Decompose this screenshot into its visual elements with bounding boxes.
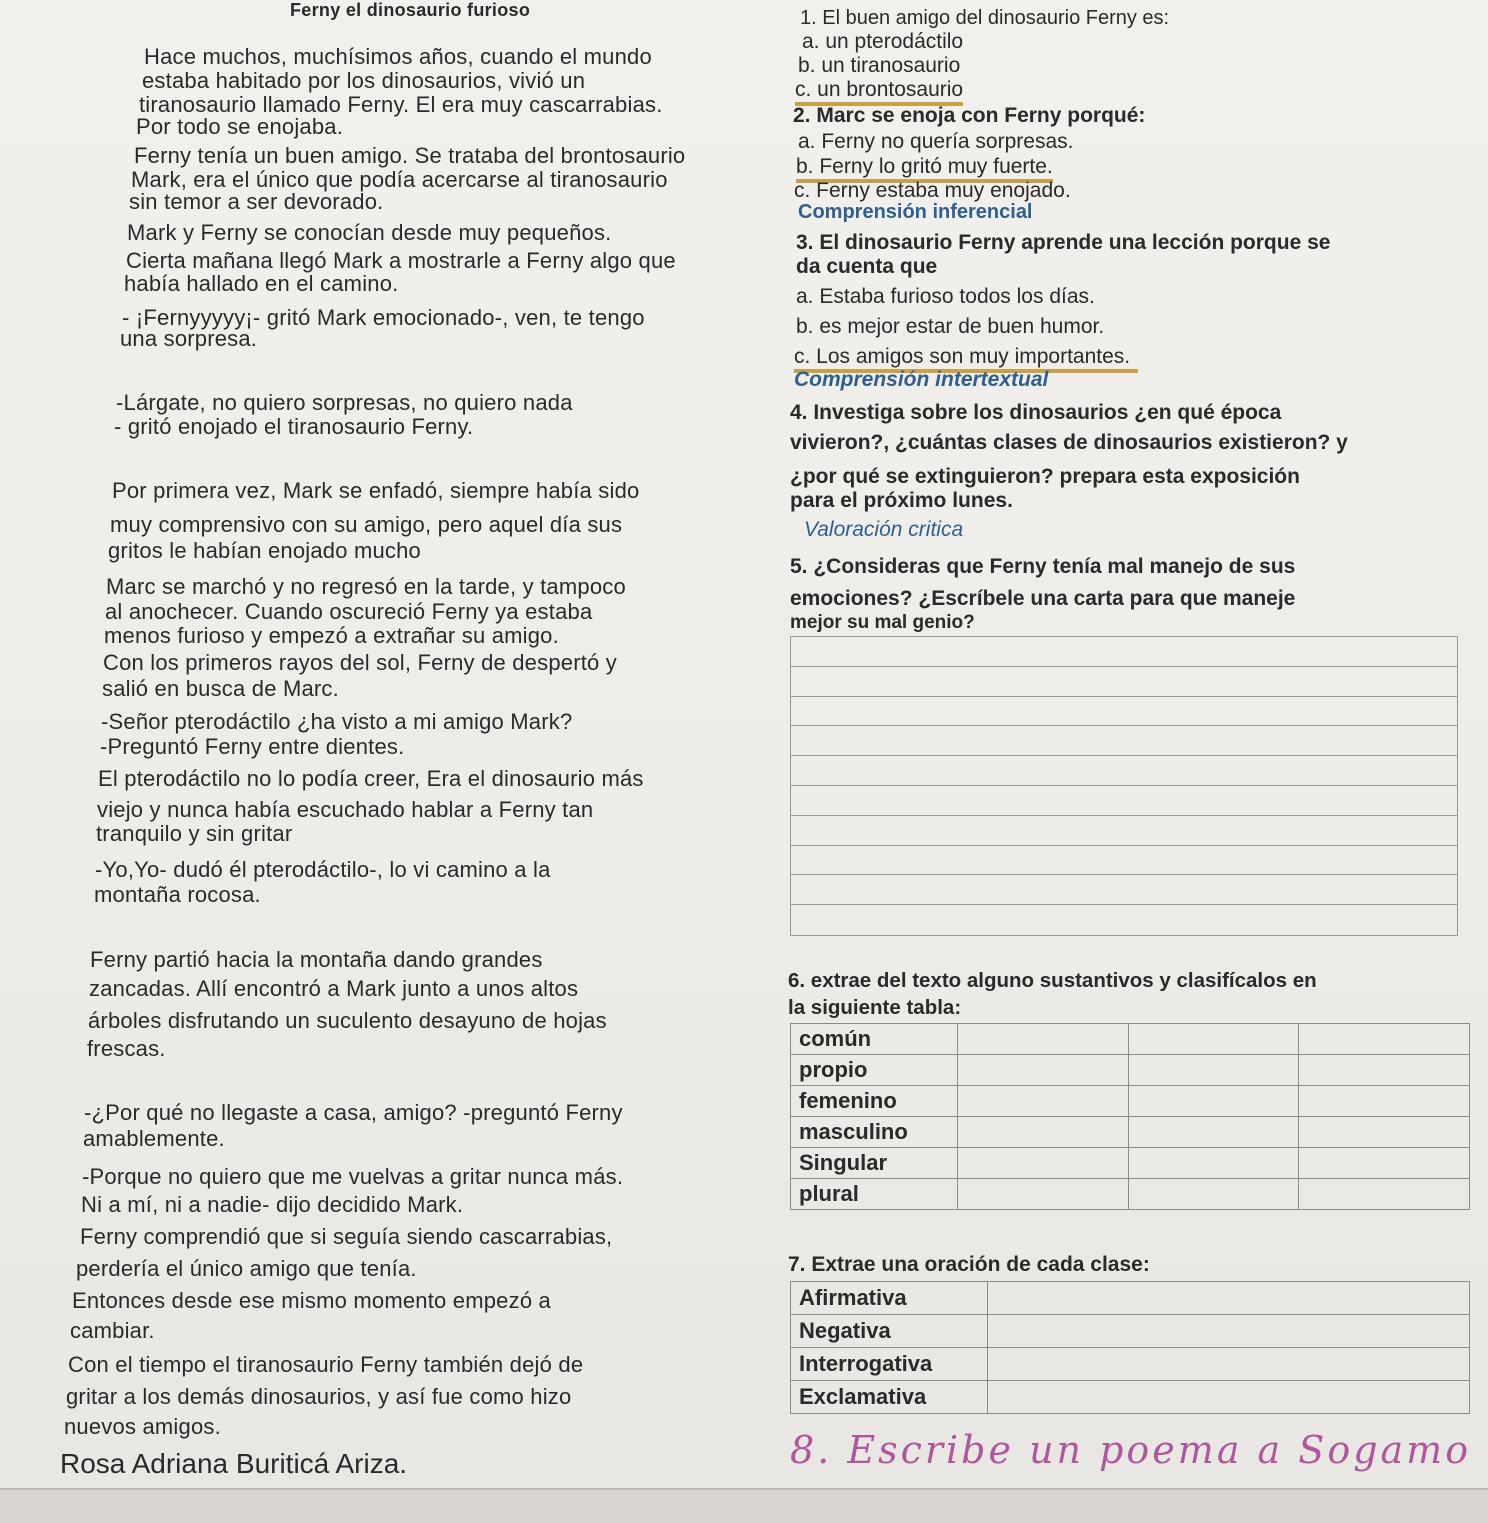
story-column bbox=[60, 0, 780, 1488]
story-line: zancadas. Allí encontró a Mark junto a unos altos bbox=[89, 976, 579, 1001]
answer-cell[interactable] bbox=[958, 1179, 1129, 1210]
story-line: árboles disfrutando un suculento desayuno de hojas bbox=[88, 1008, 607, 1033]
story-line: Con los primeros rayos del sol, Ferny de despertó y bbox=[103, 650, 617, 675]
section-critica: Valoración critica bbox=[804, 518, 964, 541]
row-label: femenino bbox=[791, 1086, 958, 1117]
row-label: plural bbox=[791, 1179, 958, 1210]
answer-cell[interactable] bbox=[958, 1086, 1129, 1117]
question-4-line4: para el próximo lunes. bbox=[790, 489, 1013, 512]
writing-line[interactable] bbox=[791, 637, 1457, 667]
question-4-line2: vivieron?, ¿cuántas clases de dinosaurios existieron? y bbox=[790, 431, 1348, 454]
question-1-option-c[interactable] bbox=[795, 77, 963, 102]
table-row bbox=[791, 1381, 1470, 1414]
story-line: Hace muchos, muchísimos años, cuando el mundo bbox=[144, 44, 652, 69]
row-label: masculino bbox=[791, 1117, 958, 1148]
answer-cell[interactable] bbox=[1299, 1055, 1470, 1086]
row-label: Afirmativa bbox=[791, 1282, 988, 1315]
question-8-handwritten: 8. Escribe un poema a Sogamo bbox=[790, 1428, 1472, 1472]
writing-line[interactable] bbox=[791, 697, 1457, 727]
table-row bbox=[791, 1315, 1470, 1348]
question-4-line3: ¿por qué se extinguieron? prepara esta exposición bbox=[790, 465, 1300, 488]
table-row bbox=[791, 1282, 1470, 1315]
answer-cell[interactable] bbox=[958, 1024, 1129, 1055]
story-line: Mark y Ferny se conocían desde muy pequeños. bbox=[127, 220, 612, 245]
question-3-prompt-line2: da cuenta que bbox=[796, 255, 938, 278]
answer-cell[interactable] bbox=[1299, 1179, 1470, 1210]
answer-highlight: c. Los amigos son muy importantes. bbox=[794, 345, 1138, 373]
answer-cell[interactable] bbox=[1128, 1024, 1299, 1055]
row-label: Exclamativa bbox=[791, 1381, 988, 1414]
answer-cell[interactable] bbox=[1128, 1117, 1299, 1148]
answer-cell[interactable] bbox=[988, 1282, 1470, 1315]
answer-cell[interactable] bbox=[1128, 1055, 1299, 1086]
table-row bbox=[791, 1117, 1470, 1148]
story-line: Marc se marchó y no regresó en la tarde, y tampoco bbox=[106, 574, 626, 599]
writing-line[interactable] bbox=[791, 905, 1457, 935]
story-line: gritar a los demás dinosaurios, y así fue como hizo bbox=[66, 1384, 572, 1409]
story-line: sin temor a ser devorado. bbox=[129, 189, 384, 214]
answer-cell[interactable] bbox=[988, 1348, 1470, 1381]
row-label: Singular bbox=[791, 1148, 958, 1179]
story-line: Ferny tenía un buen amigo. Se trataba del brontosaurio bbox=[134, 143, 686, 168]
answer-cell[interactable] bbox=[1299, 1024, 1470, 1055]
answer-cell[interactable] bbox=[1299, 1117, 1470, 1148]
row-label: Negativa bbox=[791, 1315, 988, 1348]
row-label: común bbox=[791, 1024, 958, 1055]
question-6-line1: 6. extrae del texto alguno sustantivos y clasifícalos en bbox=[788, 969, 1317, 992]
story-line: tranquilo y sin gritar bbox=[96, 821, 293, 846]
story-line: -¿Por qué no llegaste a casa, amigo? -preguntó Ferny bbox=[84, 1100, 623, 1125]
story-line: al anochecer. Cuando oscureció Ferny ya estaba bbox=[105, 599, 593, 624]
question-2-option-c[interactable]: c. Ferny estaba muy enojado. bbox=[794, 179, 1071, 202]
story-line: salió en busca de Marc. bbox=[102, 676, 339, 701]
story-author: Rosa Adriana Buriticá Ariza. bbox=[60, 1448, 408, 1479]
table-row bbox=[791, 1179, 1470, 1210]
story-line: Ferny comprendió que si seguía siendo cascarrabias, bbox=[80, 1224, 613, 1249]
section-intertextual: Comprensión intertextual bbox=[794, 368, 1049, 391]
story-line: Cierta mañana llegó Mark a mostrarle a Ferny algo que bbox=[126, 248, 676, 273]
story-line: frescas. bbox=[87, 1036, 166, 1061]
question-5-line3: mejor su mal genio? bbox=[790, 612, 975, 633]
answer-cell[interactable] bbox=[1128, 1148, 1299, 1179]
question-2-option-a[interactable]: a. Ferny no quería sorpresas. bbox=[798, 130, 1074, 153]
story-line: viejo y nunca había escuchado hablar a Ferny tan bbox=[97, 797, 594, 822]
letter-writing-area[interactable] bbox=[790, 636, 1458, 936]
question-1-option-a[interactable]: a. un pterodáctilo bbox=[802, 30, 964, 53]
answer-cell[interactable] bbox=[988, 1381, 1470, 1414]
answer-cell[interactable] bbox=[1299, 1086, 1470, 1117]
table-row bbox=[791, 1348, 1470, 1381]
answer-cell[interactable] bbox=[988, 1315, 1470, 1348]
story-line: muy comprensivo con su amigo, pero aquel día sus bbox=[110, 512, 623, 537]
question-3-option-b[interactable]: b. es mejor estar de buen humor. bbox=[796, 315, 1105, 338]
table-row bbox=[791, 1148, 1470, 1179]
story-line: Ferny partió hacia la montaña dando grandes bbox=[90, 947, 543, 972]
table-row bbox=[791, 1055, 1470, 1086]
question-3-option-c[interactable] bbox=[794, 344, 1138, 369]
writing-line[interactable] bbox=[791, 816, 1457, 846]
section-inferencial: Comprensión inferencial bbox=[798, 201, 1033, 223]
question-4-line1: 4. Investiga sobre los dinosaurios ¿en qué época bbox=[790, 401, 1282, 424]
question-2-option-b[interactable] bbox=[796, 154, 1053, 179]
story-line: tiranosaurio llamado Ferny. El era muy cascarrabias. bbox=[139, 92, 663, 117]
question-5-line2: emociones? ¿Escríbele una carta para que maneje bbox=[790, 587, 1296, 610]
question-1-prompt: 1. El buen amigo del dinosaurio Ferny es: bbox=[800, 7, 1170, 29]
writing-line[interactable] bbox=[791, 846, 1457, 876]
story-line: amablemente. bbox=[83, 1126, 225, 1151]
sentences-table bbox=[790, 1281, 1470, 1414]
question-3-option-a[interactable]: a. Estaba furioso todos los días. bbox=[796, 285, 1095, 308]
story-line: El pterodáctilo no lo podía creer, Era el dinosaurio más bbox=[98, 766, 644, 791]
story-line: -Yo,Yo- dudó él pterodáctilo-, lo vi camino a la bbox=[95, 857, 551, 882]
row-label: Interrogativa bbox=[791, 1348, 988, 1381]
story-line: nuevos amigos. bbox=[64, 1414, 221, 1439]
story-line: gritos le habían enojado mucho bbox=[108, 538, 421, 563]
story-line: montaña rocosa. bbox=[94, 882, 261, 907]
question-5-line1: 5. ¿Consideras que Ferny tenía mal manejo de sus bbox=[790, 555, 1296, 578]
story-line: una sorpresa. bbox=[120, 326, 258, 351]
answer-highlight: b. Ferny lo gritó muy fuerte. bbox=[796, 155, 1053, 183]
story-line: Por primera vez, Mark se enfadó, siempre había sido bbox=[112, 478, 640, 503]
table-row bbox=[791, 1086, 1470, 1117]
answer-cell[interactable] bbox=[958, 1117, 1129, 1148]
question-7-prompt: 7. Extrae una oración de cada clase: bbox=[788, 1253, 1150, 1276]
answer-highlight: c. un brontosaurio bbox=[795, 78, 963, 106]
story-line: -Porque no quiero que me vuelvas a gritar nunca más. bbox=[82, 1164, 624, 1189]
story-line: perdería el único amigo que tenía. bbox=[76, 1256, 417, 1281]
story-line: Con el tiempo el tiranosaurio Ferny también dejó de bbox=[68, 1352, 584, 1377]
answer-cell[interactable] bbox=[1299, 1148, 1470, 1179]
writing-line[interactable] bbox=[791, 875, 1457, 905]
story-line: Mark, era el único que podía acercarse al tiranosaurio bbox=[131, 167, 668, 192]
answer-cell[interactable] bbox=[958, 1055, 1129, 1086]
writing-line[interactable] bbox=[791, 756, 1457, 786]
writing-line[interactable] bbox=[791, 726, 1457, 756]
story-line: -Preguntó Ferny entre dientes. bbox=[100, 734, 405, 759]
answer-cell[interactable] bbox=[958, 1148, 1129, 1179]
story-title: Ferny el dinosaurio furioso bbox=[290, 0, 531, 20]
question-6-line2: la siguiente tabla: bbox=[788, 996, 962, 1019]
answer-cell[interactable] bbox=[1128, 1086, 1299, 1117]
story-line: -Señor pterodáctilo ¿ha visto a mi amigo Mark? bbox=[101, 709, 573, 734]
question-1-option-b[interactable]: b. un tiranosaurio bbox=[798, 54, 961, 77]
story-line: Entonces desde ese mismo momento empezó a bbox=[72, 1288, 551, 1313]
story-line: estaba habitado por los dinosaurios, vivió un bbox=[142, 68, 586, 93]
writing-line[interactable] bbox=[791, 786, 1457, 816]
nouns-table bbox=[790, 1023, 1470, 1210]
question-2-prompt: 2. Marc se enoja con Ferny porqué: bbox=[793, 104, 1146, 127]
story-line: había hallado en el camino. bbox=[124, 271, 399, 296]
story-line: -Lárgate, no quiero sorpresas, no quiero nada bbox=[116, 390, 573, 415]
answer-cell[interactable] bbox=[1128, 1179, 1299, 1210]
story-line: menos furioso y empezó a extrañar su amigo. bbox=[104, 623, 559, 648]
question-3-prompt-line1: 3. El dinosaurio Ferny aprende una lección porque se bbox=[796, 231, 1331, 254]
row-label: propio bbox=[791, 1055, 958, 1086]
story-line: - ¡Fernyyyyy¡- gritó Mark emocionado-, ven, te tengo bbox=[122, 305, 645, 330]
story-line: cambiar. bbox=[70, 1318, 155, 1343]
table-row bbox=[791, 1024, 1470, 1055]
questions-column bbox=[790, 0, 1480, 1488]
story-line: Ni a mí, ni a nadie- dijo decidido Mark. bbox=[81, 1192, 464, 1217]
writing-line[interactable] bbox=[791, 667, 1457, 697]
story-line: - gritó enojado el tiranosaurio Ferny. bbox=[114, 414, 474, 439]
story-line: Por todo se enojaba. bbox=[136, 114, 344, 139]
